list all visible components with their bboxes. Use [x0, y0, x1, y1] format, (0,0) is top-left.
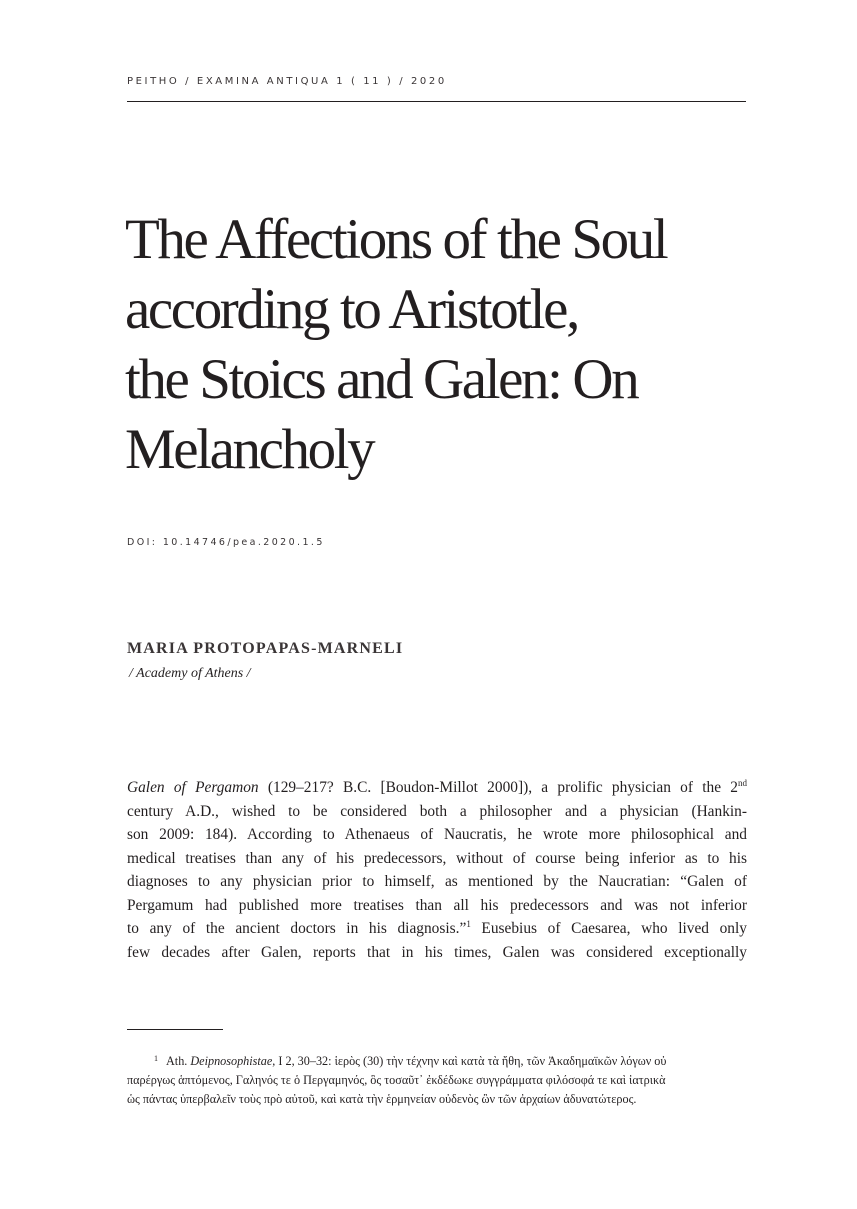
footnote — [127, 1052, 747, 1109]
body-line: medical treatises than any of his predecessors, without of course being inferior as to his — [127, 849, 747, 867]
body-line: few decades after Galen, reports that in his times, Galen was considered exceptionally — [127, 943, 747, 961]
title-line: according to Aristotle, — [125, 278, 578, 341]
footnote-text-span: , I 2, 30–32: ἱερὸς (30) τὴν τέχνην καὶ κατὰ τὰ ἤθη, τῶν Ἀκαδημαϊκῶν λόγων οὐ — [272, 1054, 667, 1068]
body-line: century A.D., wished to be considered both a philosopher and a physician (Hankin- — [127, 802, 747, 820]
footnote-line: παρέργως ἁπτόμενος, Γαληνός τε ὁ Περγαμηνός, ὃς τοσαῦτ᾽ ἐκδέδωκε συγγράμματα φιλόσοφά τε καὶ ἰατρικὰ — [127, 1073, 666, 1087]
body-text-span: to any of the ancient doctors in his diagnosis.” — [127, 920, 467, 937]
body-line: diagnoses to any physician prior to himself, as mentioned by the Naucratian: “Galen of — [127, 873, 747, 890]
body-text-span: Eusebius of Caesarea, who lived only — [470, 920, 747, 937]
body-italic-text: Galen of Pergamon — [127, 779, 259, 796]
body-line: son 2009: 184). According to Athenaeus of Naucratis, he wrote more philosophical and — [127, 826, 747, 843]
title-line: the Stoics and Galen: On — [125, 348, 638, 411]
author-name: MARIA PROTOPAPAS-MARNELI — [127, 640, 404, 657]
footnote-text-span: Ath. — [166, 1054, 191, 1068]
author-affiliation: / Academy of Athens / — [129, 666, 251, 681]
body-line — [127, 917, 747, 941]
title-line: Melancholy — [125, 418, 374, 481]
article-title — [125, 205, 765, 485]
superscript: nd — [738, 778, 747, 788]
doi-line: DOI: 10.14746/pea.2020.1.5 — [127, 537, 325, 548]
header-divider — [127, 101, 746, 102]
footnote-line — [127, 1052, 747, 1071]
body-line: Pergamum had published more treatises than all his predecessors and was not inferior — [127, 896, 747, 914]
running-head: PEITHO / EXAMINA ANTIQUA 1 ( 11 ) / 2020 — [127, 76, 447, 87]
body-paragraph — [127, 776, 747, 964]
footnote-number: 1 — [154, 1054, 158, 1063]
body-text-span: (129–217? B.C. [Boudon-Millot 2000]), a prolific physician of the 2 — [258, 779, 738, 796]
footnote-reference[interactable]: 1 — [466, 919, 471, 929]
footnote-line: ὡς πάντας ὑπερβαλεῖν τοὺς πρὸ αὐτοῦ, καὶ κατὰ τὴν ἑρμηνείαν οὐδενὸς ὢν τῶν ἀρχαίων ἀδυνατώτερος. — [127, 1092, 637, 1106]
footnote-divider — [127, 1029, 223, 1030]
body-line — [127, 776, 747, 800]
title-line: The Affections of the Soul — [125, 208, 667, 271]
footnote-italic-text: Deipnosophistae — [190, 1054, 273, 1068]
